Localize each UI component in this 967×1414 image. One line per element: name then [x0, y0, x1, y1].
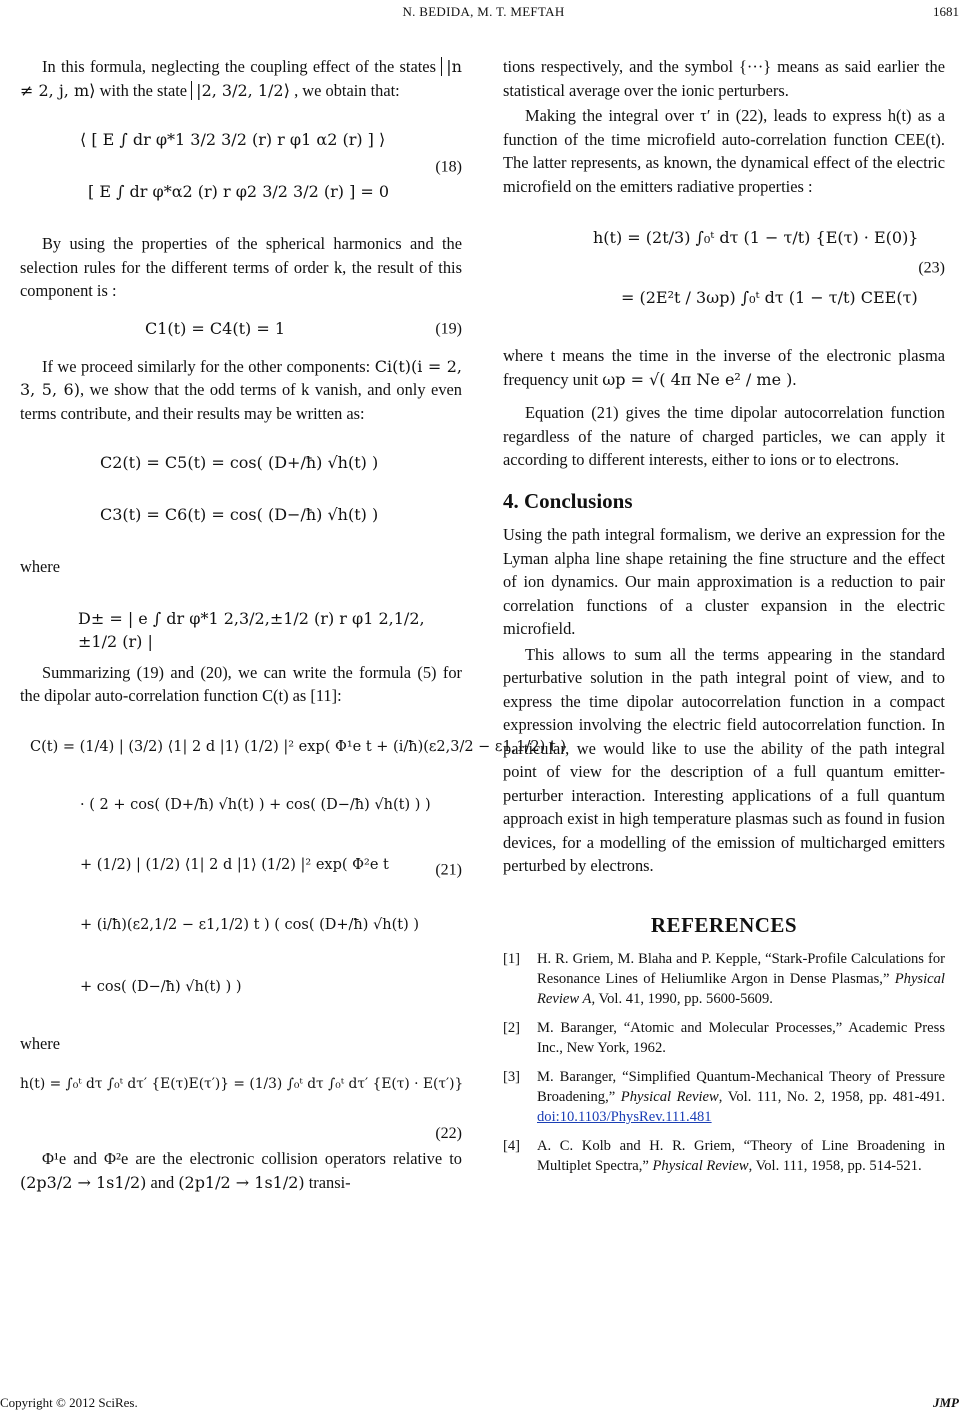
- where-label-2: where: [20, 1033, 61, 1053]
- eq23-line1: h(t) = (2t/3) ∫₀ᵗ dτ (1 − τ/t) {E(τ) · E(0)}: [593, 228, 919, 247]
- paragraph-components: If we proceed similarly for the other components: Ci(t)(i = 2, 3, 5, 6), we show that the odd terms of k vanish, and only even terms contribute, and their results may be written as:: [20, 356, 462, 423]
- transition-2: (2p1/2 → 1s1/2): [178, 1172, 305, 1192]
- right-column: [503, 55, 945, 1185]
- equation-23: [503, 204, 945, 332]
- paragraph-conclusions-2: This allows to sum all the terms appearing in the standard perturbative solution in the path integral point of view, and to express the time dipolar autocorrelation function in a compact expression involving the electric field autocorrelation function. In particular, we would like to use the ability of the path integral point of view for the description of a full quantum emitter-perturber interaction. Interesting applications of a full quantum approach exist in high temperature plasmas such as found in fusion devices, for a modelling of the emission of multicharged emitters perturbed by electrons.: [503, 644, 945, 875]
- paragraph-plasma-frequency: where t means the time in the inverse of the electronic plasma frequency unit ωp = √( 4π Ne e² / me ).: [503, 346, 945, 389]
- eq21-line2: · ( 2 + cos( (D+/ħ) √h(t) ) + cos( (D−/ħ) √h(t) ) ): [80, 796, 431, 813]
- paragraph-transitions: tions respectively, and the symbol {···} means as said earlier the statistical average over the ionic perturbers.: [503, 57, 945, 100]
- equation-19: [20, 309, 462, 349]
- eq20-line2: C3(t) = C6(t) = cos( (D−/ħ) √h(t) ): [100, 505, 379, 524]
- page-number: 1681: [933, 4, 959, 19]
- reference-item: [4] A. C. Kolb and H. R. Griem, “Theory of Line Broadening in Multiplet Spectra,” Physical Review, Vol. 111, 1958, pp. 514-521.: [503, 1138, 945, 1174]
- state-ket-2: |2, 3/2, 1/2: [191, 81, 283, 100]
- journal-abbrev: JMP: [933, 1395, 959, 1410]
- section-title-conclusions: 4. Conclusions: [503, 488, 633, 513]
- eq21-line1: C(t) = (1/4) | (3/2) ⟨1| 2 d |1⟩ (1/2) |² exp( Φ¹e t + (i/ħ)(ε2,3/2 − ε1,1/2) t ): [30, 738, 566, 755]
- transition-1: (2p3/2 → 1s1/2): [20, 1172, 147, 1192]
- equation-18: [20, 108, 462, 226]
- eq23-line2: = (2E²t / 3ωp) ∫₀ᵗ dτ (1 − τ/t) CEE(τ): [621, 288, 918, 307]
- components-expression: Ci(t)(i = 2, 3, 5, 6): [20, 356, 462, 399]
- page-header: [0, 4, 967, 26]
- eq19-body: C1(t) = C4(t) = 1: [145, 318, 286, 338]
- copyright-text: Copyright © 2012 SciRes.: [0, 1395, 138, 1410]
- reference-item: [2] M. Baranger, “Atomic and Molecular Processes,” Academic Press Inc., New York, 1962.: [503, 1020, 945, 1056]
- paragraph-collision-operators: Φ¹e and Φ²e are the electronic collision operators relative to (2p3/2 → 1s1/2) and (2p1/2 → 1s1/2) transi-: [20, 1149, 462, 1192]
- eq21-line4: + (i/ħ)(ε2,1/2 − ε1,1/2) t ) ( cos( (D+/ħ) √h(t) ): [80, 916, 420, 933]
- eq23-number: (23): [918, 259, 945, 277]
- eq18-line2: [ E ∫ dr φ*α2 (r) r φ2 3/2 3/2 (r) ] = 0: [88, 182, 390, 201]
- equation-D: [20, 585, 462, 655]
- paragraph-conclusions-1: Using the path integral formalism, we derive an expression for the Lyman alpha line shape retaining the fine structure and the effect of ion dynamics. Our main approximation is a reduction to pair correlation functions of a cluster expansion in the electric microfield.: [503, 525, 945, 638]
- state-ket-1: |n ≠ 2, j, m: [20, 57, 462, 100]
- paragraph-integral: Making the integral over τ′ in (22), leads to express h(t) as a function of the time microfield auto-correlation function CEE(t). The latter represents, as known, the dynamical effect of the electric microfield on the emitters radiative properties :: [503, 106, 945, 196]
- eq19-number: (19): [435, 319, 462, 337]
- eq18-number: (18): [435, 158, 462, 176]
- left-column: [20, 55, 566, 1194]
- equation-20: [20, 431, 462, 549]
- paragraph-coupling: In this formula, neglecting the coupling effect of the states |n ≠ 2, j, m⟩ with the state |2, 3/2, 1/2⟩ , we obtain that:: [20, 57, 462, 100]
- paragraph-equation-21: Equation (21) gives the time dipolar autocorrelation function regardless of the nature of charged particles, we can apply it according to different interests, either to ions or to electrons.: [503, 403, 945, 469]
- eq21-line3: + (1/2) | (1/2) ⟨1| 2 d |1⟩ (1/2) |² exp( Φ²e t: [80, 856, 389, 873]
- reference-item: [3] M. Baranger, “Simplified Quantum-Mechanical Theory of Pressure Broadening,” Physical Review, Vol. 111, No. 2, 1958, pp. 481-491. doi:10.1103/PhysRev.111.481: [503, 1069, 945, 1125]
- eq21-number: (21): [435, 860, 462, 878]
- reference-item: [1] H. R. Griem, M. Blaha and P. Kepple, “Stark-Profile Calculations for Resonance Lines of Heliumlike Argon in Dense Plasmas,” Physical Review A, Vol. 41, 1990, pp. 5600-5609.: [503, 951, 945, 1007]
- eq20-line1: C2(t) = C5(t) = cos( (D+/ħ) √h(t) ): [100, 453, 379, 472]
- equation-22: [20, 1061, 464, 1142]
- doi-link[interactable]: doi:10.1103/PhysRev.111.481: [537, 1109, 712, 1125]
- eq22-number: (22): [435, 1124, 462, 1142]
- paragraph-summarizing: Summarizing (19) and (20), we can write the formula (5) for the dipolar auto-correlation function C(t) as [11]:: [20, 662, 462, 705]
- references-title: REFERENCES: [650, 912, 798, 937]
- equation-21: [20, 714, 566, 1026]
- paragraph-selection-rules: By using the properties of the spherical harmonics and the selection rules for the different terms of order k, the result of this component is :: [20, 234, 462, 300]
- running-title: N. BEDIDA, M. T. MEFTAH: [402, 4, 565, 19]
- eq18-line1: ⟨ [ E ∫ dr φ*1 3/2 3/2 (r) r φ1 α2 (r) ] ⟩: [80, 130, 386, 149]
- plasma-frequency-formula: ωp = √( 4π Ne e² / me ): [602, 369, 793, 389]
- eq22-body: h(t) = ∫₀ᵗ dτ ∫₀ᵗ dτ′ {E(τ)E(τ′)} = (1/3) ∫₀ᵗ dτ ∫₀ᵗ dτ′ {E(τ) · E(τ′)}: [20, 1076, 464, 1092]
- eq21-line5: + cos( (D−/ħ) √h(t) ) ): [80, 978, 242, 995]
- eqD-body: D± = | e ∫ dr φ*1 2,3/2,±1/2 (r) r φ1 2,1/2,±1/2 (r) |: [78, 608, 425, 651]
- where-label-1: where: [20, 557, 61, 576]
